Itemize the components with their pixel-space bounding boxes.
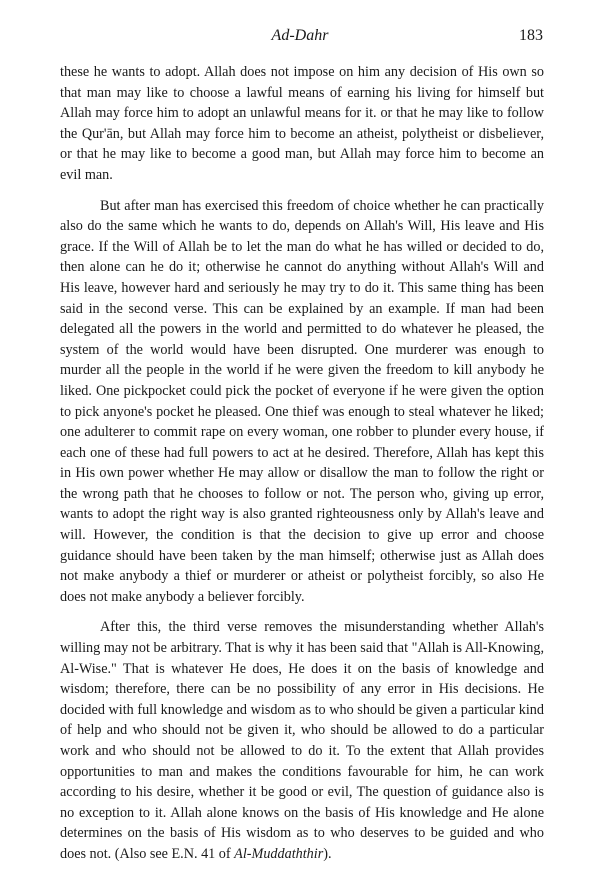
paragraph-end: ). — [323, 845, 332, 862]
paragraph-third-verse-text: After this, the third verse removes the misunderstanding whether Allah's willing may not be arbitrary. That is why it has been said that "Allah is All-Knowing, Al-Wise." That is whatever He does, He does it on the basis of knowledge and wisdom; therefore, there can be no possibility of any error in His decisions. He docided with full knowledge and wisdom as to who should be given a particular kind of help and who should not be given it, who should be allowed to do a particular work and who should not be allowed to do it. To the extent that Allah provides opportunities to man and makes the conditions favourable for him, he can work according to his desire, whether it be good or evil, The question of guidance also is no exception to it. Allah alone knows on the basis of His knowledge and He alone determines on the basis of His wisdom as to who deserves to be guided and who does not. (Also see E.N. 41 of — [60, 619, 544, 862]
page-number: 183 — [519, 27, 543, 44]
paragraph-third-verse — [60, 617, 544, 864]
surah-reference: Al-Muddaththir — [234, 845, 324, 862]
running-head — [0, 27, 600, 49]
chapter-title: Ad-Dahr — [271, 27, 329, 44]
body-text — [60, 62, 544, 875]
paragraph-continuation: these he wants to adopt. Allah does not impose on him any decision of His own so that man may like to choose a lawful means of earning his living for himself but Allah may force him to adopt an unlawful means for it. or that he may like to follow the Qur'ān, but Allah may force him to become an atheist, polytheist or disbeliever, or that he may like to become a good man, but Allah may force him to become an evil man. — [60, 64, 544, 183]
paragraph-free-will: But after man has exercised this freedom of choice whether he can practically also do the same which he wants to do, depends on Allah's Will, His leave and His grace. If the Will of Allah be to let the man do what he has willed or decided to do, then alone can he do it; otherwise he cannot do anything without Allah's Will and His leave, however hard and seriously he may try to do it. This same thing has been said in the second verse. This can be explained by an example. If man had been delegated all the powers in the world and permitted to do whatever he pleased, the system of the world would have been disrupted. One murderer was enough to murder all the people in the world if he were given the freedom to kill anybody he liked. One pickpocket could pick the pocket of everyone if he were given the option to pick anyone's pocket he pleased. One thief was enough to steal whatever he liked; one adulterer to commit rape on every woman, one robber to plunder every house, if each one of these had full powers to act at he desired. Therefore, Allah has kept this in His own power whether He may allow or disallow the man to follow the right or the wrong path that he chooses to follow or not. The person who, giving up error, wants to adopt the right way is also granted righteousness only by Allah's leave and will. However, the condition is that the decision to give up error and choose guidance should have been taken by the man himself; otherwise just as Allah does not make anybody a thief or murderer or atheist or polytheist forcibly, so also He does not make anybody a believer forcibly. — [60, 197, 544, 605]
